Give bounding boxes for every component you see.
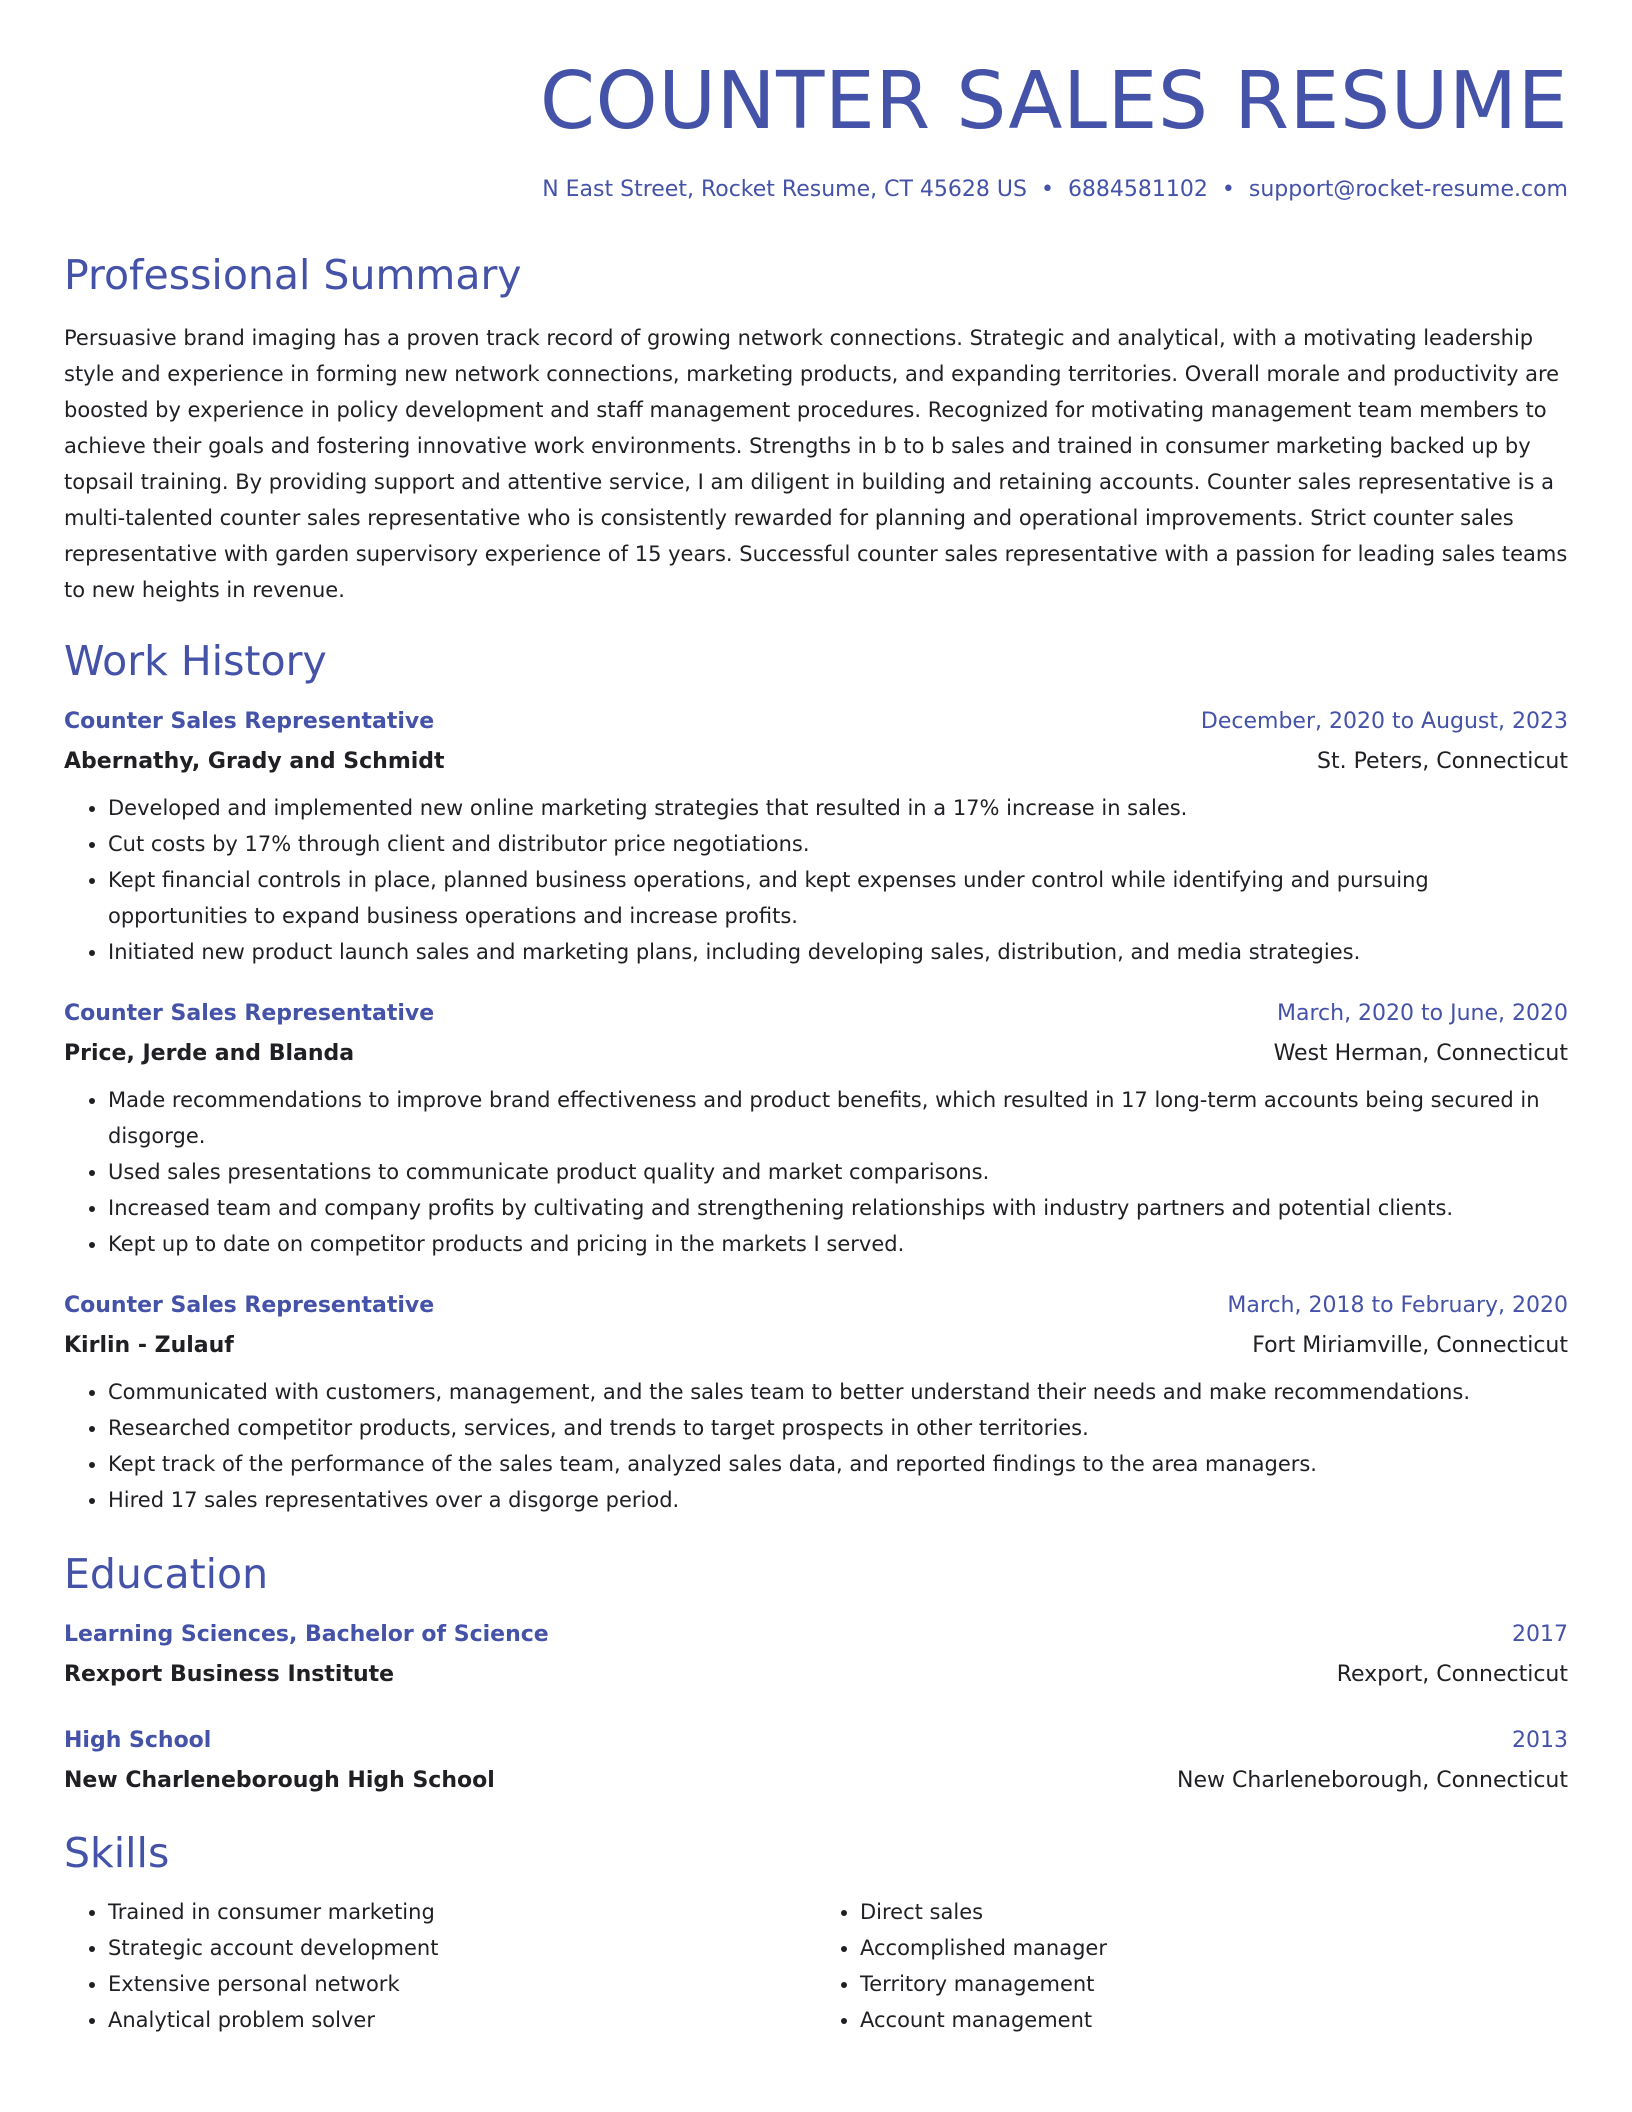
section-title-education: Education	[64, 1550, 269, 1598]
summary-text: Persuasive brand imaging has a proven track record of growing network connections. Strategic and analytical, with a motivating leadership style and experience in forming new network connections, marketing products, and expanding territories. Overall morale and productivity are boosted by experience in policy development and staff management procedures. Recognized for motivating management team members to achieve their goals and fostering innovative work environments. Strengths in b to b sales and trained in consumer marketing backed up by topsail training. By providing support and attentive service, I am diligent in building and retaining accounts. Counter sales representative is a multi-talented counter sales representative who is consistently rewarded for planning and operational improvements. Strict counter sales representative with garden supervisory experience of 15 years. Successful counter sales representative with a passion for leading sales teams to new heights in revenue.	[64, 326, 1568, 602]
contact-phone[interactable]: 6884581102	[1067, 177, 1208, 202]
job-bullet: • Kept up to date on competitor products and pricing in the markets I served.	[108, 1226, 1568, 1262]
job-bullet: • Hired 17 sales representatives over a disgorge period.	[108, 1482, 1568, 1518]
job-entry	[64, 1292, 1568, 1518]
job-bullets	[64, 790, 1568, 970]
education-header-row	[64, 1727, 1568, 1755]
education-school: Rexport Business Institute	[64, 1662, 395, 1687]
skill-item: • Trained in consumer marketing	[108, 1894, 816, 1930]
skill-item: • Territory management	[860, 1966, 1568, 2002]
job-bullet: • Used sales presentations to communicate product quality and market comparisons.	[108, 1154, 1568, 1190]
job-bullet: • Made recommendations to improve brand effectiveness and product benefits, which resulted in 17 long-term accounts being secured in disgorge.	[108, 1082, 1568, 1154]
skill-item: • Strategic account development	[108, 1930, 816, 1966]
education-degree: Learning Sciences, Bachelor of Science	[64, 1622, 549, 1647]
job-bullets	[64, 1374, 1568, 1518]
education-entry	[64, 1727, 1568, 1795]
section-title-work-history: Work History	[64, 637, 327, 685]
skill-item: • Analytical problem solver	[108, 2002, 816, 2038]
job-company-row	[64, 748, 1568, 776]
job-bullet: • Developed and implemented new online marketing strategies that resulted in a 17% increase in sales.	[108, 790, 1568, 826]
job-company: Price, Jerde and Blanda	[64, 1041, 355, 1066]
job-role: Counter Sales Representative	[64, 1293, 435, 1318]
skills-list-left	[64, 1894, 816, 2038]
job-header-row	[64, 1292, 1568, 1320]
skills-list-right	[816, 1894, 1568, 2038]
skills-grid	[64, 1894, 1568, 2038]
education-school-row	[64, 1661, 1568, 1689]
resume-title: COUNTER SALES RESUME	[539, 55, 1568, 147]
job-bullet: • Researched competitor products, services, and trends to target prospects in other territories.	[108, 1410, 1568, 1446]
job-header-row	[64, 708, 1568, 736]
job-bullet: • Initiated new product launch sales and marketing plans, including developing sales, distribution, and media strategies.	[108, 934, 1568, 970]
contact-email[interactable]: support@rocket-resume.com	[1248, 177, 1568, 202]
job-bullet: • Increased team and company profits by cultivating and strengthening relationships with industry partners and potential clients.	[108, 1190, 1568, 1226]
job-company: Kirlin - Zulauf	[64, 1333, 234, 1358]
job-bullet: • Kept financial controls in place, planned business operations, and kept expenses under control while identifying and pursuing opportunities to expand business operations and increase profits.	[108, 862, 1568, 934]
job-bullet: • Cut costs by 17% through client and distributor price negotiations.	[108, 826, 1568, 862]
skill-item: • Extensive personal network	[108, 1966, 816, 2002]
job-entry	[64, 708, 1568, 970]
contact-separator: •	[1040, 177, 1054, 202]
job-location: West Herman, Connecticut	[1273, 1041, 1568, 1066]
job-header-row	[64, 1000, 1568, 1028]
skill-item: • Direct sales	[860, 1894, 1568, 1930]
job-company: Abernathy, Grady and Schmidt	[64, 749, 445, 774]
job-role: Counter Sales Representative	[64, 1001, 435, 1026]
job-dates: December, 2020 to August, 2023	[1200, 709, 1568, 734]
contact-address: N East Street, Rocket Resume, CT 45628 US	[542, 177, 1027, 202]
skill-item: • Accomplished manager	[860, 1930, 1568, 1966]
job-dates: March, 2020 to June, 2020	[1277, 1001, 1568, 1026]
section-title-skills: Skills	[64, 1829, 170, 1877]
contact-separator: •	[1221, 177, 1235, 202]
education-location: New Charleneborough, Connecticut	[1177, 1768, 1568, 1793]
contact-line	[64, 179, 1568, 201]
job-company-row	[64, 1040, 1568, 1068]
job-location: Fort Miriamville, Connecticut	[1252, 1333, 1568, 1358]
education-degree: High School	[64, 1728, 212, 1753]
education-header-row	[64, 1621, 1568, 1649]
job-location: St. Peters, Connecticut	[1317, 749, 1568, 774]
job-dates: March, 2018 to February, 2020	[1227, 1293, 1568, 1318]
skill-item: • Account management	[860, 2002, 1568, 2038]
section-title-summary: Professional Summary	[64, 251, 522, 299]
job-bullets	[64, 1082, 1568, 1262]
job-role: Counter Sales Representative	[64, 709, 435, 734]
job-bullet: • Communicated with customers, management, and the sales team to better understand their needs and make recommendations.	[108, 1374, 1568, 1410]
job-entry	[64, 1000, 1568, 1262]
education-school: New Charleneborough High School	[64, 1768, 495, 1793]
education-school-row	[64, 1767, 1568, 1795]
job-bullet: • Kept track of the performance of the sales team, analyzed sales data, and reported findings to the area managers.	[108, 1446, 1568, 1482]
education-entry	[64, 1621, 1568, 1689]
education-year: 2017	[1512, 1622, 1568, 1647]
education-location: Rexport, Connecticut	[1336, 1662, 1568, 1687]
job-company-row	[64, 1332, 1568, 1360]
education-year: 2013	[1512, 1728, 1568, 1753]
